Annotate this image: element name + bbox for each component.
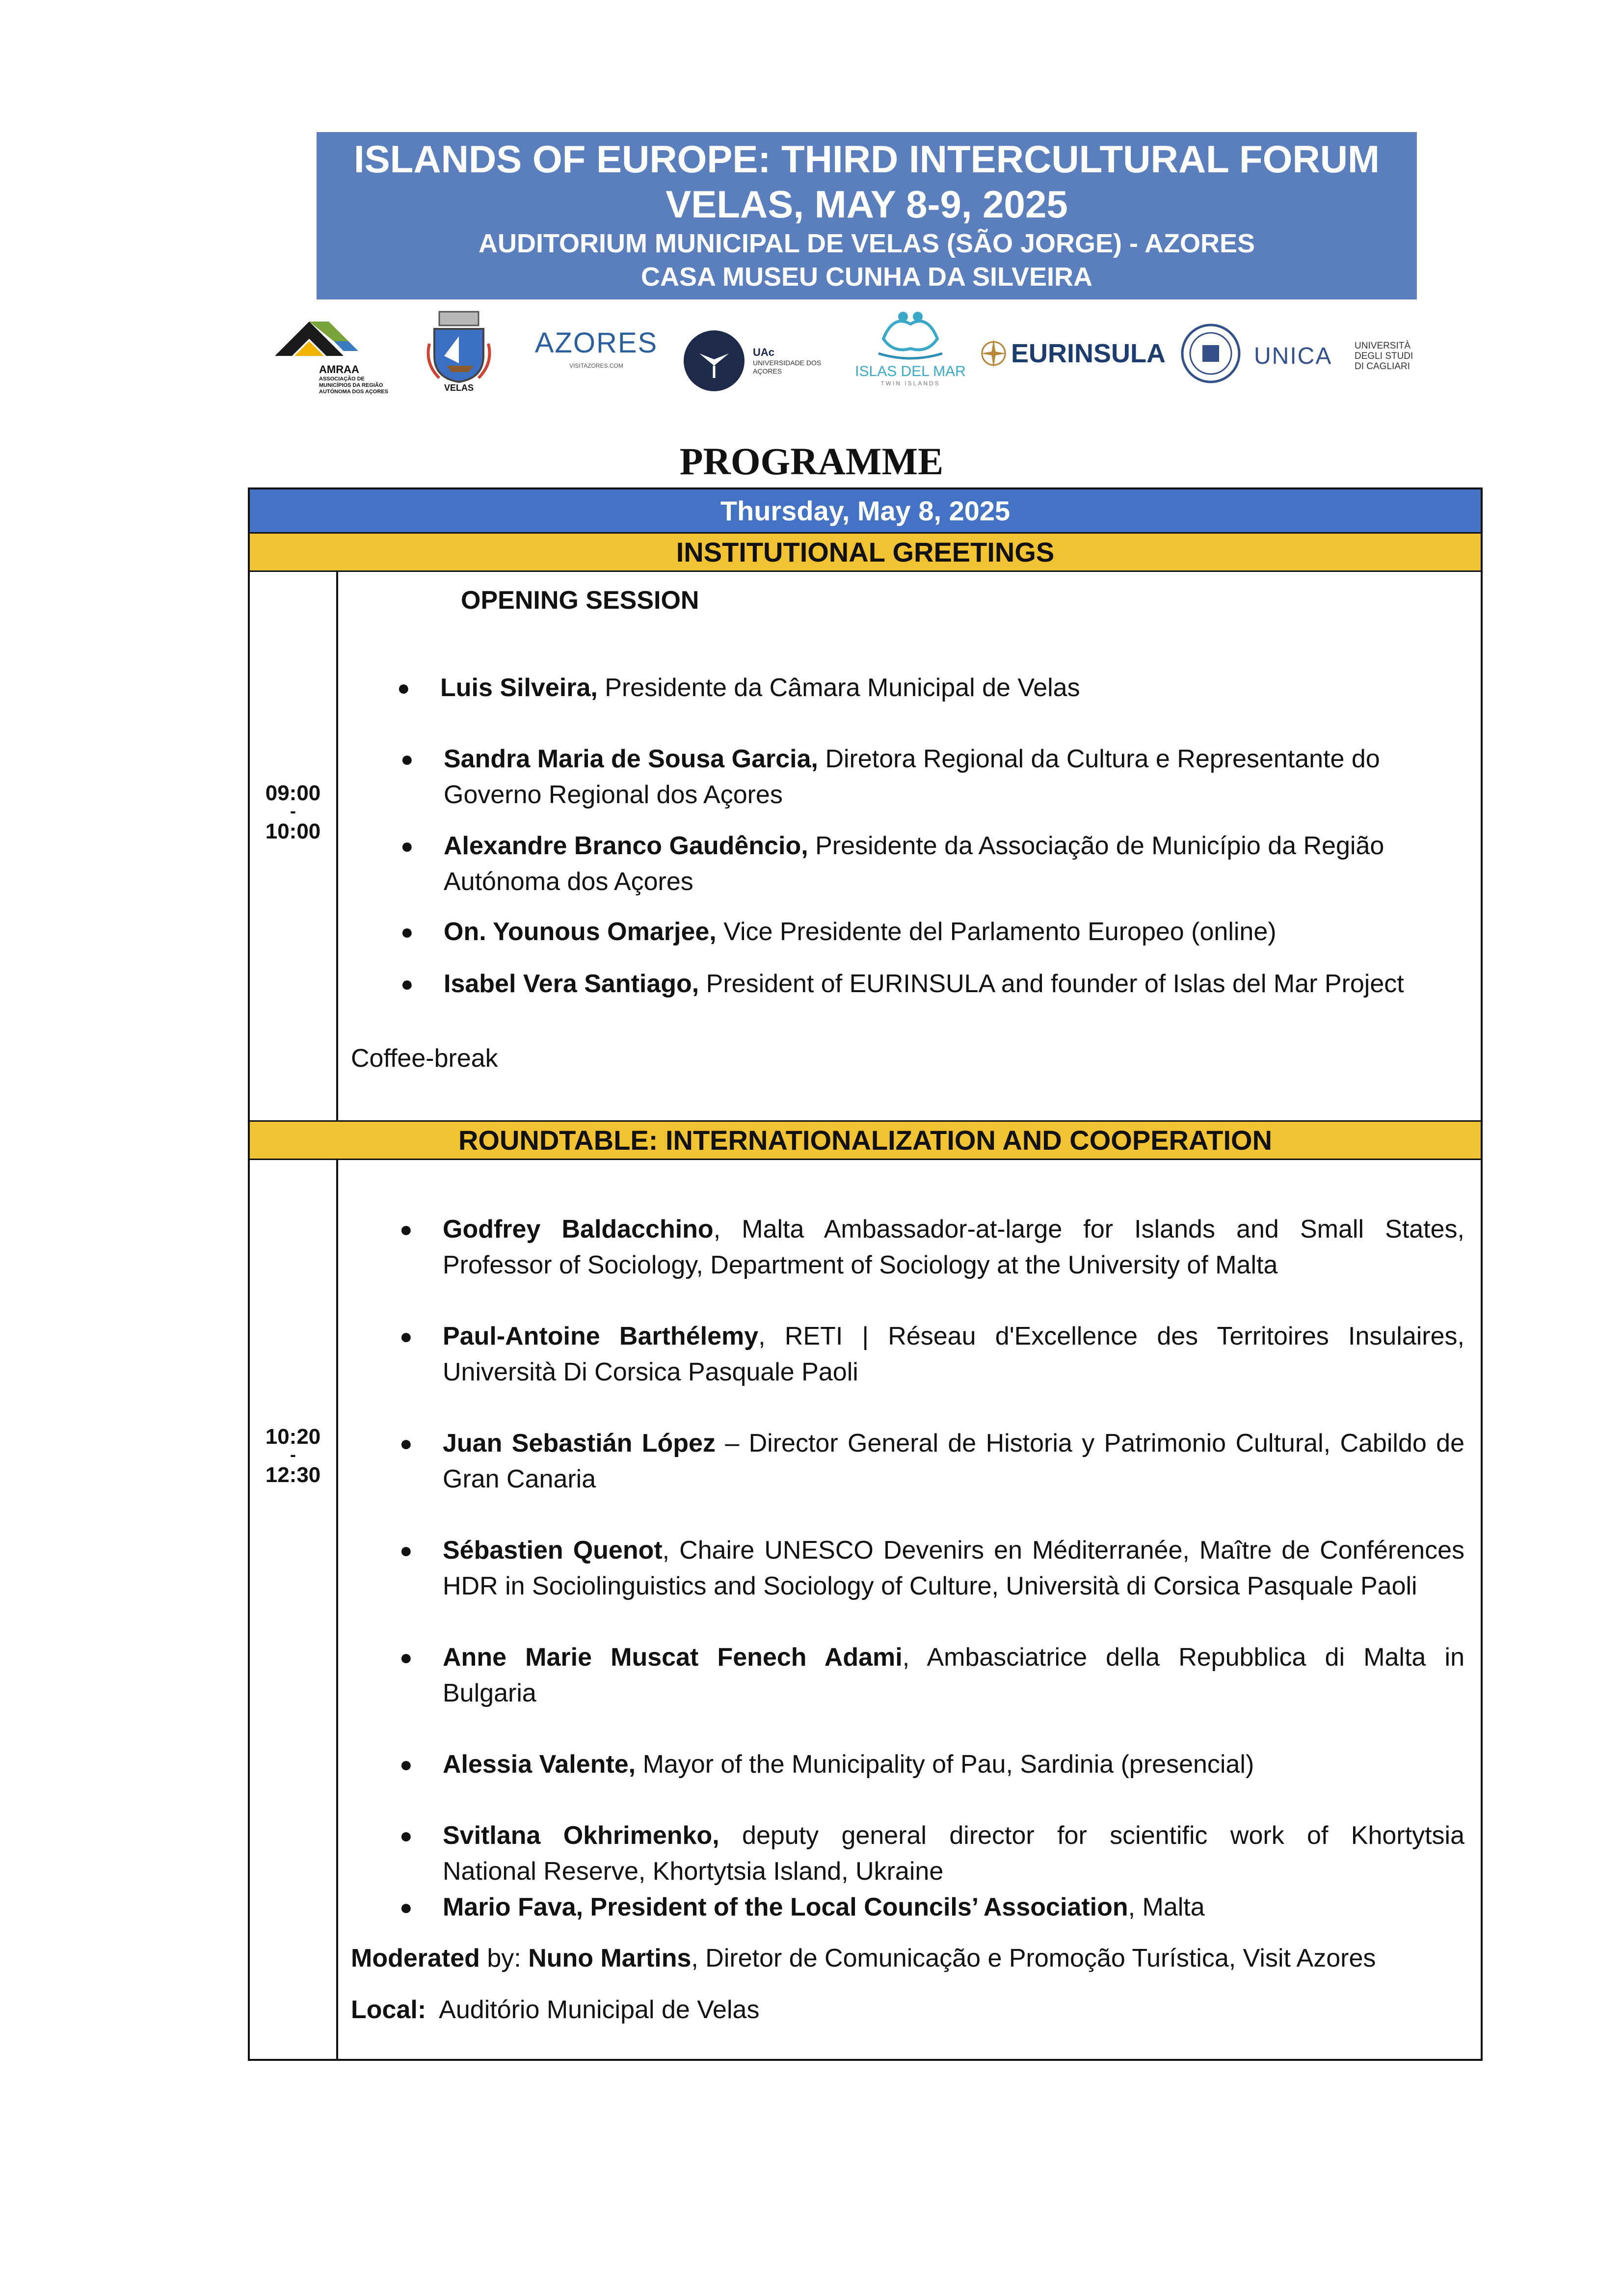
time-cell [250, 572, 338, 1120]
speaker-role-cont: HDR in Sociolinguistics and Sociology of Culture, Università di Corsica Pasquale Paoli [443, 1572, 1417, 1600]
speaker-role: Mayor of the Municipality of Pau, Sardinia (presencial) [636, 1750, 1254, 1779]
time-end: 10:00 [265, 819, 321, 843]
eurinsula-logo [979, 324, 1166, 383]
speaker-name: On. Younous Omarjee, [444, 918, 717, 946]
speaker-name: Anne Marie Muscat Fenech Adami [443, 1643, 903, 1672]
speaker-item [399, 1533, 1464, 1604]
bullet-icon: ● [399, 1824, 413, 1848]
azores-logo [534, 326, 658, 390]
unica-wordmark: UNICA [1254, 343, 1332, 369]
programme-title: PROGRAMME [679, 440, 944, 483]
uac-logo [682, 326, 829, 395]
speaker-role: Presidente da Câmara Municipal de Velas [597, 674, 1080, 702]
content-cell [338, 1160, 1481, 2059]
time-start: 09:00 [265, 781, 321, 805]
bullet-icon: ● [397, 676, 410, 700]
speaker-item [399, 1212, 1464, 1283]
compass-rose-icon [979, 326, 1008, 380]
moderator-name: Nuno Martins [528, 1944, 692, 1972]
location-line [351, 1992, 759, 2028]
bullet-icon: ● [400, 747, 414, 771]
speaker-name: Mario Fava, President of the Local Councils’ Association [443, 1893, 1128, 1921]
speaker-role: Vice Presidente del Parlamento Europeo (online) [716, 918, 1277, 946]
islas-del-mar-name: ISLAS DEL MAR [855, 363, 966, 379]
bullet-icon: ● [399, 1646, 413, 1670]
speaker-name: Godfrey Baldacchino [443, 1215, 714, 1243]
moderator-role: , Diretor de Comunicação e Promoção Turística, Visit Azores [691, 1944, 1376, 1972]
speaker-item [399, 1818, 1464, 1890]
time-cell [250, 1160, 338, 2059]
local-value: Auditório Municipal de Velas [426, 1996, 760, 2024]
velas-crest-icon [425, 309, 493, 383]
speaker-item [399, 1426, 1464, 1497]
amraa-name: AMRAA [319, 363, 359, 376]
speaker-role: – Director General de Historia y Patrimonio Cultural, Cabildo de [715, 1429, 1464, 1458]
day-header: Thursday, May 8, 2025 [250, 489, 1481, 534]
bullet-icon: ● [399, 1324, 413, 1349]
bullet-icon: ● [400, 920, 414, 944]
bullet-icon: ● [399, 1895, 413, 1919]
bullet-icon: ● [400, 834, 414, 858]
session-row-greetings [250, 572, 1481, 1122]
speaker-item [399, 1890, 1464, 1925]
programme-table [248, 487, 1483, 2061]
islas-del-mar-subtitle: TWIN ISLANDS [880, 380, 940, 387]
speaker-role: , Malta [1128, 1893, 1205, 1921]
amraa-subtitle: ASSOCIAÇÃO DE MUNICÍPIOS DA REGIÃO AUTÓNOMA DOS AÇORES [319, 376, 388, 395]
speaker-item [399, 1747, 1464, 1783]
speaker-name: Sandra Maria de Sousa Garcia, [444, 745, 818, 773]
speaker-name: Paul-Antoine Barthélemy [443, 1322, 759, 1351]
moderated-by: by: [479, 1944, 529, 1972]
speaker-role-cont: National Reserve, Khortytsia Island, Ukraine [443, 1857, 944, 1886]
section-header-greetings: INSTITUTIONAL GREETINGS [250, 534, 1481, 572]
speaker-role: , Chaire UNESCO Devenirs en Méditerranée, Maître de Conférences [662, 1536, 1464, 1565]
speaker-item [400, 828, 1474, 900]
university-seal-icon [1180, 323, 1242, 384]
cagliari-text-logo [1355, 331, 1421, 380]
eurinsula-wordmark: EURINSULA [1011, 339, 1166, 368]
forum-date: VELAS, MAY 8-9, 2025 [665, 183, 1068, 226]
speaker-item [400, 914, 1474, 950]
moderated-label: Moderated [351, 1944, 480, 1972]
section-header-roundtable: ROUNDTABLE: INTERNATIONALIZATION AND COOPERATION [250, 1122, 1481, 1160]
bullet-icon: ● [399, 1217, 413, 1242]
speaker-item [400, 966, 1474, 1002]
speaker-role: President of EURINSULA and founder of Islas del Mar Project [699, 970, 1404, 998]
azores-wordmark: AZORES [534, 327, 658, 359]
speaker-role-cont: Governo Regional dos Açores [444, 781, 783, 809]
speaker-name: Luis Silveira, [440, 674, 598, 702]
time-separator: - [290, 1444, 296, 1464]
speaker-role: deputy general director for scientific work of Khortytsia [719, 1821, 1464, 1850]
time-end: 12:30 [265, 1463, 321, 1487]
speaker-role: Presidente da Associação de Município da Região [808, 832, 1384, 860]
speaker-name: Alessia Valente, [443, 1750, 636, 1779]
content-cell [338, 572, 1481, 1120]
uac-emblem-icon [682, 329, 746, 393]
speaker-role-cont: Bulgaria [443, 1679, 536, 1707]
local-label: Local: [351, 1996, 426, 2024]
velas-crest-logo [422, 309, 496, 400]
amraa-logo [275, 312, 393, 400]
uac-name: UAc [753, 346, 775, 358]
speaker-role-cont: Gran Canaria [443, 1465, 596, 1493]
bullet-icon: ● [399, 1539, 413, 1563]
speaker-item [397, 670, 1471, 706]
time-start: 10:20 [265, 1425, 321, 1449]
speaker-role: , Ambasciatrice della Repubblica di Malta in [902, 1643, 1464, 1672]
islas-del-mar-icon [874, 304, 947, 363]
speaker-role: Diretora Regional da Cultura e Representante do [818, 745, 1380, 773]
forum-title: ISLANDS OF EUROPE: THIRD INTERCULTURAL FORUM [353, 137, 1380, 181]
unica-logo [1254, 336, 1352, 376]
islas-del-mar-logo [851, 304, 969, 403]
cagliari-university-name: UNIVERSITÀ DEGLI STUDI DI CAGLIARI [1355, 340, 1413, 372]
opening-session-title: OPENING SESSION [461, 586, 699, 615]
moderator-line [351, 1941, 1376, 1976]
speaker-role-cont: Professor of Sociology, Department of Sociology at the University of Malta [443, 1251, 1278, 1279]
speaker-name: Juan Sebastián López [443, 1429, 716, 1458]
time-separator: - [290, 801, 296, 821]
speaker-item [400, 741, 1474, 813]
bullet-icon: ● [399, 1432, 413, 1456]
header-banner [317, 132, 1417, 299]
forum-venue: AUDITORIUM MUNICIPAL DE VELAS (SÃO JORGE) - AZORES [478, 229, 1255, 258]
speaker-item [399, 1640, 1464, 1711]
speaker-item [399, 1319, 1464, 1390]
bullet-icon: ● [400, 972, 414, 996]
speaker-name: Sébastien Quenot [443, 1536, 663, 1565]
cagliari-seal-logo [1180, 317, 1244, 390]
coffee-break: Coffee-break [351, 1044, 498, 1073]
speaker-name: Isabel Vera Santiago, [444, 970, 699, 998]
speaker-role: , Malta Ambassador-at-large for Islands and Small States, [713, 1215, 1464, 1243]
speaker-role-cont: Università Di Corsica Pasquale Paoli [443, 1358, 858, 1386]
partner-logos [272, 304, 1421, 403]
bullet-icon: ● [399, 1753, 413, 1777]
session-row-roundtable [250, 1160, 1481, 2059]
speaker-name: Svitlana Okhrimenko, [443, 1821, 719, 1850]
forum-venue-2: CASA MUSEU CUNHA DA SILVEIRA [640, 262, 1093, 292]
speaker-role: , RETI | Réseau d'Excellence des Territoires Insulaires, [758, 1322, 1464, 1351]
uac-subtitle: UNIVERSIDADE DOS AÇORES [753, 359, 822, 375]
speaker-name: Alexandre Branco Gaudêncio, [444, 832, 808, 860]
speaker-role-cont: Autónoma dos Açores [444, 867, 693, 896]
azores-subtitle: VISITAZORES.COM [569, 362, 623, 369]
velas-label: VELAS [444, 383, 474, 393]
